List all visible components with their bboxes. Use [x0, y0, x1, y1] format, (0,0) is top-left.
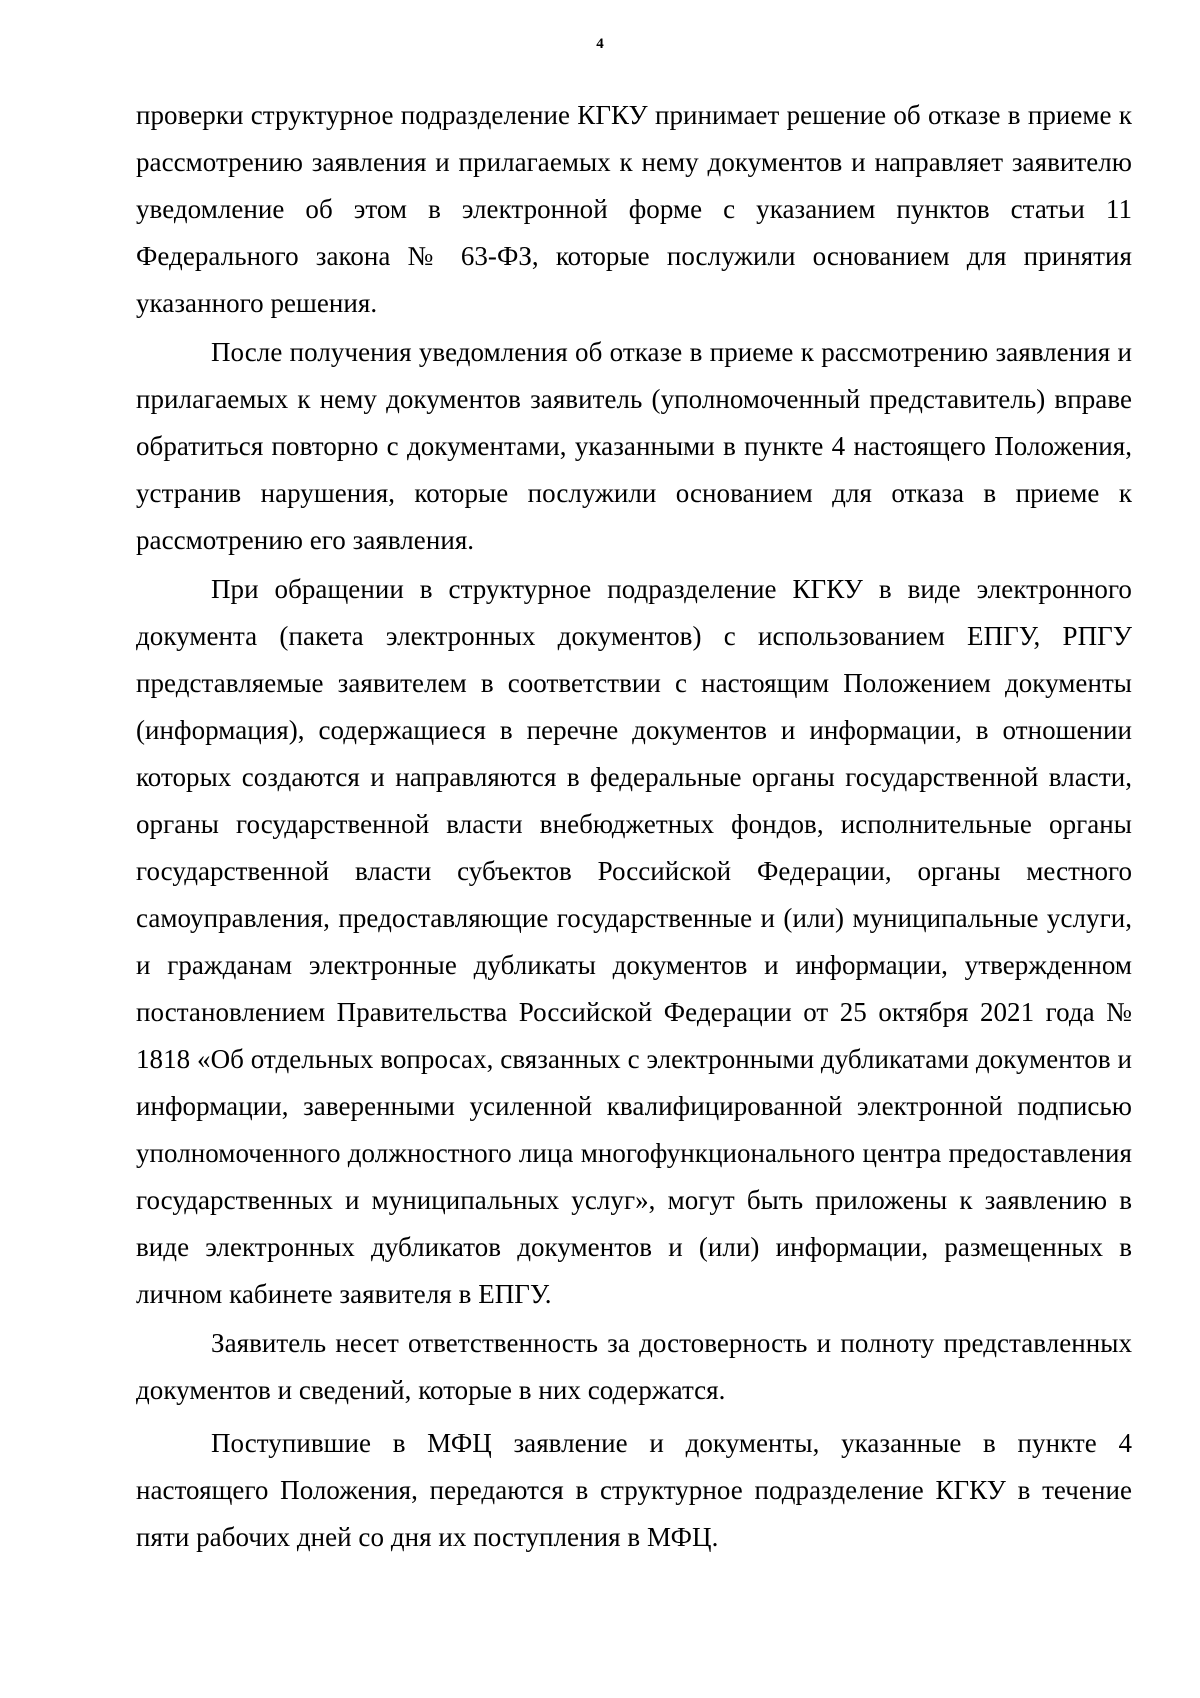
paragraph-electronic-submission: При обращении в структурное подразделение КГКУ в виде электронного документа (пакета электронных документов) с использованием ЕПГУ, РПГУ представляемые заявителем в соответствии с настоящим Положением документы (информация), содержащиеся в перечне документов и информации, в отношении которых создаются и направляются в федеральные органы государственной власти, органы государственной власти внебюджетных фондов, исполнительные органы государственной власти субъектов Российской Федерации, органы местного самоуправления, предоставляющие государственные и (или) муниципальные услуги, и гражданам электронные дубликаты документов и информации, утвержденном постановлением Правительства Российской Федерации от 25 октября 2021 года № 1818 «Об отдельных вопросах, связанных с электронными дубликатами документов и информации, заверенными усиленной квалифицированной электронной подписью уполномоченного должностного лица многофункционального центра предоставления государственных и муниципальных услуг», могут быть приложены к заявлению в виде электронных дубликатов документов и (или) информации, размещенных в личном кабинете заявителя в ЕПГУ. — [136, 574, 1132, 1309]
paragraph-mfc-transfer: Поступившие в МФЦ заявление и документы, указанные в пункте 4 настоящего Положения, передаются в структурное подразделение КГКУ в течение пяти рабочих дней со дня их поступления в МФЦ. — [136, 1428, 1132, 1552]
paragraph-refusal-notice: проверки структурное подразделение КГКУ принимает решение об отказе в приеме к рассмотрению заявления и прилагаемых к нему документов и направляет заявителю уведомление об этом в электронной форме с указанием пунктов статьи 11 Федерального закона № 63-ФЗ, которые послужили основанием для принятия указанного решения. — [136, 100, 1132, 318]
page-number: 4 — [596, 36, 604, 52]
paragraph-repeat-application: После получения уведомления об отказе в приеме к рассмотрению заявления и прилагаемых к нему документов заявитель (уполномоченный представитель) вправе обратиться повторно с документами, указанными в пункте 4 настоящего Положения, устранив нарушения, которые послужили основанием для отказа в приеме к рассмотрению его заявления. — [136, 337, 1132, 555]
document-body — [136, 92, 1132, 1561]
paragraph-applicant-responsibility: Заявитель несет ответственность за достоверность и полноту представленных документов и сведений, которые в них содержатся. — [136, 1328, 1132, 1405]
